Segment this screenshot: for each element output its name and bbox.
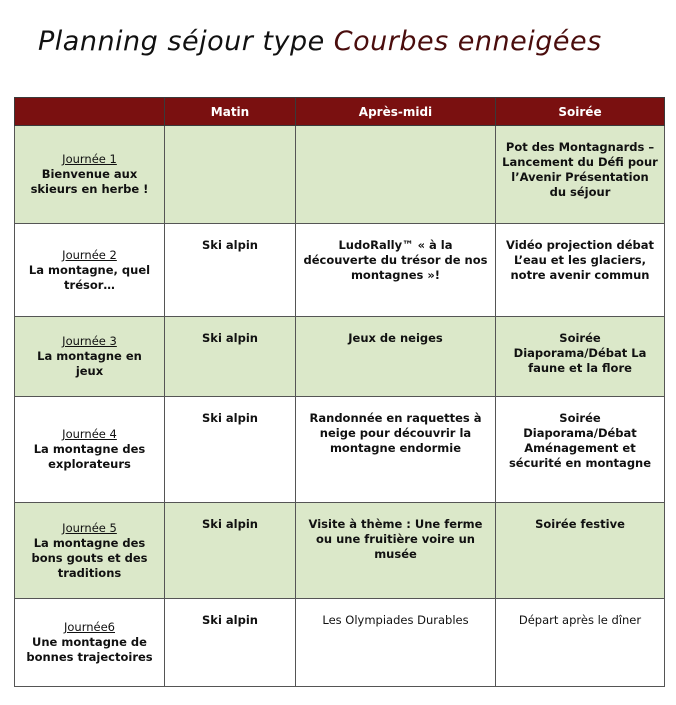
day-title: La montagne des bons gouts et des traditions: [31, 535, 148, 580]
day-title: La montagne, quel trésor…: [28, 262, 151, 292]
header-row: [15, 98, 665, 126]
apresmidi-cell: Randonnée en raquettes à neige pour découvrir la montagne endormie: [296, 397, 496, 503]
table-row: [15, 397, 665, 503]
apresmidi-cell: LudoRally™ « à la découverte du trésor de nos montagnes »!: [296, 224, 496, 317]
soiree-cell: Soirée Diaporama/Débat La faune et la flore: [496, 317, 665, 397]
day-label: Journée 3: [62, 334, 117, 348]
apresmidi-text: Les Olympiades Durables: [322, 613, 469, 627]
day-label: Journée 5: [62, 520, 117, 535]
day-cell: [15, 317, 165, 397]
table-row: [15, 317, 665, 397]
soiree-cell: [496, 599, 665, 687]
table-row: [15, 503, 665, 599]
header-matin: Matin: [165, 98, 296, 126]
apresmidi-cell: [296, 599, 496, 687]
matin-cell: Ski alpin: [165, 503, 296, 599]
table-row: [15, 126, 665, 224]
day-label: Journée 1: [62, 152, 117, 166]
soiree-cell: Pot des Montagnards – Lancement du Défi pour l’Avenir Présentation du séjour: [496, 126, 665, 224]
matin-cell: Ski alpin: [165, 599, 296, 687]
planning-table: [14, 97, 665, 687]
day-cell: [15, 397, 165, 503]
soiree-text: Départ après le dîner: [518, 613, 642, 627]
soiree-cell: Soirée festive: [496, 503, 665, 599]
soiree-cell: Soirée Diaporama/Débat Aménagement et sécurité en montagne: [496, 397, 665, 503]
soiree-cell: Vidéo projection débat L’eau et les glaciers, notre avenir commun: [496, 224, 665, 317]
day-label: Journée6: [64, 620, 115, 634]
apresmidi-cell: Visite à thème : Une ferme ou une fruitière voire un musée: [296, 503, 496, 599]
header-soiree: Soirée: [496, 98, 665, 126]
day-cell: [15, 599, 165, 687]
day-title: Bienvenue aux skieurs en herbe !: [30, 167, 149, 196]
header-apresmidi: Après-midi: [296, 98, 496, 126]
title-main: Planning séjour type: [38, 26, 334, 57]
matin-cell: [165, 126, 296, 224]
day-label: Journée 2: [62, 247, 117, 262]
header-empty: [15, 98, 165, 126]
day-title: Une montagne de bonnes trajectoires: [26, 635, 153, 664]
day-cell: [15, 503, 165, 599]
day-label: Journée 4: [62, 427, 117, 441]
title-accent: Courbes enneigées: [333, 26, 602, 57]
table-row: [15, 599, 665, 687]
day-cell: [15, 224, 165, 317]
page-title: [38, 26, 602, 57]
apresmidi-cell: [296, 126, 496, 224]
day-cell: [15, 126, 165, 224]
day-title: La montagne des explorateurs: [33, 442, 146, 471]
matin-cell: Ski alpin: [165, 224, 296, 317]
apresmidi-cell: Jeux de neiges: [296, 317, 496, 397]
table-row: [15, 224, 665, 317]
matin-cell: Ski alpin: [165, 317, 296, 397]
day-title: La montagne en jeux: [37, 349, 142, 378]
matin-cell: Ski alpin: [165, 397, 296, 503]
